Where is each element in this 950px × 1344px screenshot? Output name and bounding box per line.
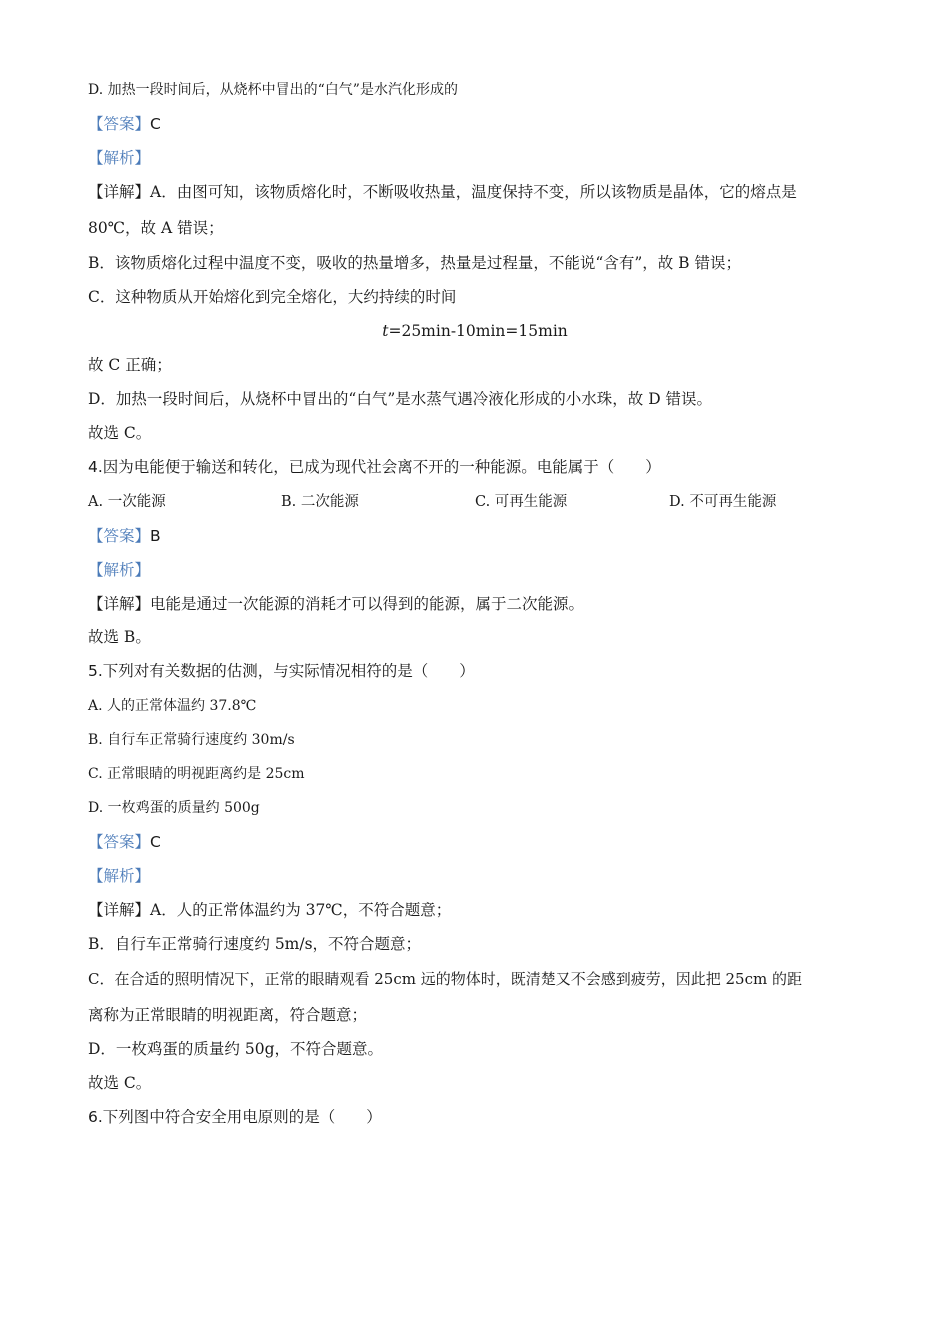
q3-option-d: D. 加热一段时间后，从烧杯中冒出的“白气”是水汽化形成的 bbox=[88, 82, 458, 98]
q4-answer bbox=[88, 526, 161, 546]
detail-tag: 【详解】 bbox=[88, 595, 151, 613]
q4-analysis-tag: 【解析】 bbox=[88, 561, 151, 579]
q5-detail-a bbox=[88, 900, 451, 920]
formula-expression: =25min-10min=15min bbox=[388, 322, 568, 340]
q4-option-c: C. 可再生能源 bbox=[475, 494, 568, 510]
q4-option-d: D. 不可再生能源 bbox=[669, 494, 777, 510]
detail-text: 电能是通过一次能源的消耗才可以得到的能源，属于二次能源。 bbox=[150, 595, 585, 613]
formula-variable: t bbox=[382, 322, 389, 340]
q5-detail-d: D．一枚鸡蛋的质量约 50g，不符合题意。 bbox=[88, 1040, 384, 1058]
answer-value: B bbox=[150, 527, 161, 545]
q3-detail-d: D．加热一段时间后，从烧杯中冒出的“白气”是水蒸气遇冷液化形成的小水珠，故 D 错误。 bbox=[88, 390, 713, 408]
q5-option-d: D. 一枚鸡蛋的质量约 500g bbox=[88, 800, 260, 816]
question-number: 4. bbox=[88, 458, 103, 476]
q5-detail-c-line1: C．在合适的照明情况下，正常的眼睛观看 25cm 远的物体时，既清楚又不会感到疲劳，因此把 25cm 的距 bbox=[88, 970, 802, 988]
q3-formula bbox=[0, 321, 950, 341]
answer-value: C bbox=[150, 833, 161, 851]
q3-detail-c: C．这种物质从开始熔化到完全熔化，大约持续的时间 bbox=[88, 288, 457, 306]
question-number: 6. bbox=[88, 1108, 103, 1126]
q3-detail-a-line2: 80℃，故 A 错误； bbox=[88, 219, 224, 237]
q6-stem bbox=[88, 1107, 382, 1127]
answer-tag: 【答案】 bbox=[88, 115, 151, 133]
q3-analysis-tag: 【解析】 bbox=[88, 149, 151, 167]
answer-value: C bbox=[150, 115, 161, 133]
q4-detail bbox=[88, 594, 584, 614]
q3-answer bbox=[88, 114, 161, 134]
q5-option-c: C. 正常眼睛的明视距离约是 25cm bbox=[88, 766, 305, 782]
q5-answer bbox=[88, 832, 161, 852]
q3-detail-b: B．该物质熔化过程中温度不变，吸收的热量增多，热量是过程量，不能说“含有”，故 B 错误； bbox=[88, 254, 741, 272]
q3-detail-a-line1 bbox=[88, 182, 797, 202]
q5-option-b: B. 自行车正常骑行速度约 30m/s bbox=[88, 732, 295, 748]
q5-stem bbox=[88, 661, 475, 681]
answer-tag: 【答案】 bbox=[88, 833, 151, 851]
detail-text: A．人的正常体温约为 37℃，不符合题意； bbox=[150, 901, 452, 919]
detail-tag: 【详解】 bbox=[88, 183, 151, 201]
q5-detail-b: B．自行车正常骑行速度约 5m/s，不符合题意； bbox=[88, 935, 422, 953]
answer-tag: 【答案】 bbox=[88, 527, 151, 545]
q4-option-b: B. 二次能源 bbox=[281, 494, 359, 510]
q3-choose: 故选 C。 bbox=[88, 424, 152, 442]
q5-choose: 故选 C。 bbox=[88, 1074, 152, 1092]
question-number: 5. bbox=[88, 662, 103, 680]
q4-stem bbox=[88, 457, 661, 477]
detail-tag: 【详解】 bbox=[88, 901, 151, 919]
q3-c-correct: 故 C 正确； bbox=[88, 356, 172, 374]
q5-detail-c-line2: 离称为正常眼睛的明视距离，符合题意； bbox=[88, 1006, 368, 1024]
q5-analysis-tag: 【解析】 bbox=[88, 867, 151, 885]
question-text: 下列对有关数据的估测，与实际情况相符的是（ ） bbox=[102, 662, 475, 680]
detail-text: A．由图可知，该物质熔化时，不断吸收热量，温度保持不变，所以该物质是晶体，它的熔点是 bbox=[150, 183, 797, 201]
question-text: 因为电能便于输送和转化，已成为现代社会离不开的一种能源。电能属于（ ） bbox=[102, 458, 661, 476]
q5-option-a: A. 人的正常体温约 37.8℃ bbox=[88, 698, 257, 714]
question-text: 下列图中符合安全用电原则的是（ ） bbox=[102, 1108, 382, 1126]
q4-option-a: A. 一次能源 bbox=[88, 494, 166, 510]
q4-choose: 故选 B。 bbox=[88, 628, 151, 646]
